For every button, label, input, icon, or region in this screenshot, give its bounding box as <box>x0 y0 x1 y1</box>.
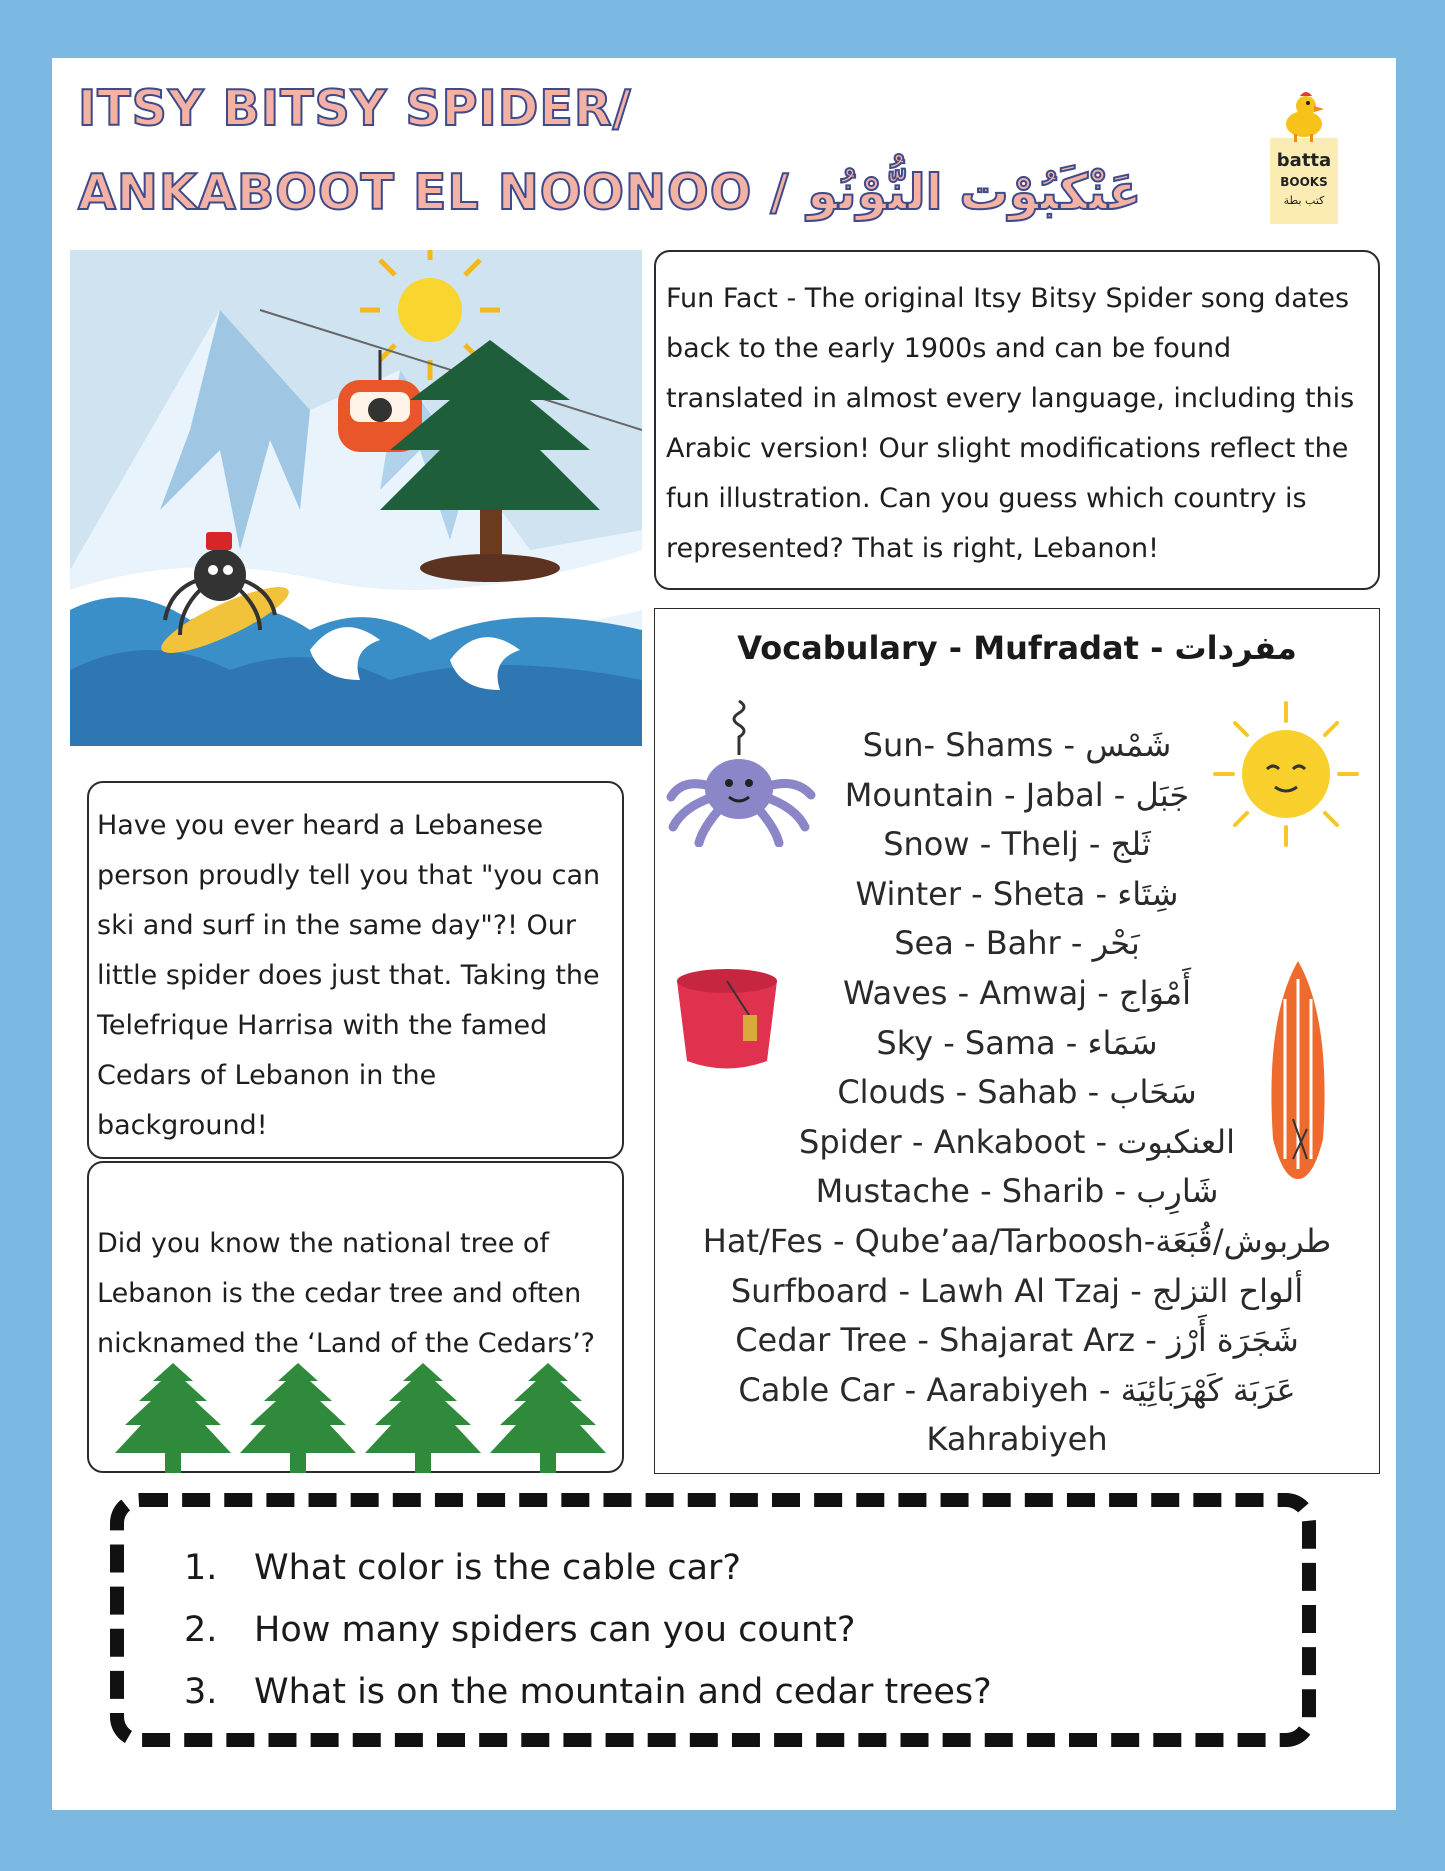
question-text: What color is the cable car? <box>254 1548 741 1588</box>
fun-fact-text: Fun Fact - The original Itsy Bitsy Spider song dates back to the early 1900s and can be found translated in almost every language, including this Arabic version! Our slight modifications reflect the fun illustration. Can you guess which country is represented? That is right, Lebanon! <box>666 283 1355 564</box>
question-item <box>184 1661 992 1723</box>
vocab-item: Mustache - Sharib - شَارِب <box>815 1172 1219 1211</box>
logo-text-batta: batta <box>1276 150 1332 171</box>
question-number: 2. <box>184 1610 218 1650</box>
ski-surf-fact-box <box>87 781 624 1159</box>
question-number: 1. <box>184 1548 218 1588</box>
page-title-line2: ANKABOOT EL NOONOO / عَنْكَبُوْت النُّوْنُو <box>78 164 1142 221</box>
vocab-item: Sky - Sama - سَمَاء <box>876 1023 1158 1062</box>
vocab-item: Cable Car - Aarabiyeh - عَرَبَة كَهْرَبَائِيَة <box>738 1370 1296 1409</box>
surfboard-icon <box>1263 959 1333 1181</box>
fez-hat-icon <box>667 961 787 1076</box>
cedar-tree-icon <box>115 1363 231 1473</box>
vocab-item: Sun- Shams - شَمْس <box>862 726 1172 764</box>
question-item <box>184 1599 992 1661</box>
fun-fact-box <box>654 250 1380 590</box>
questions-box <box>110 1493 1316 1747</box>
vocab-item: Cedar Tree - Shajarat Arz - شَجَرَة أَرْز <box>735 1321 1299 1360</box>
vocab-item: Spider - Ankaboot - العنكبوت <box>799 1122 1235 1161</box>
vocab-item: Waves - Amwaj - أَمْوَاج <box>842 973 1192 1012</box>
vocab-item: Hat/Fes - Qube’aa/Tarboosh-طربوش/قُبَعَة <box>702 1221 1332 1260</box>
cedar-tree-icon <box>490 1363 606 1473</box>
batta-books-logo <box>1268 86 1340 226</box>
cedar-tree-icon <box>365 1363 481 1473</box>
vocabulary-title: Vocabulary - Mufradat - مفردات <box>737 629 1297 667</box>
cedar-fact-box <box>87 1161 624 1473</box>
vocab-item: Clouds - Sahab - سَحَاب <box>837 1073 1197 1112</box>
page-title-line1: ITSY BITSY SPIDER/ <box>78 80 632 137</box>
duck-icon <box>1286 92 1324 142</box>
logo-text-arabic: كتب بطة <box>1283 194 1325 207</box>
ski-surf-fact-text: Have you ever heard a Lebanese person proudly tell you that "you can ski and surf in the same day"?! Our little spider does just that. Taking the Telefrique Harrisa with the famed Cedars of Lebanon in the background! <box>97 810 601 1141</box>
purple-spider-icon <box>663 697 823 847</box>
question-number: 3. <box>184 1672 218 1712</box>
vocab-item: Sea - Bahr - بَحْر <box>894 924 1140 963</box>
logo-text-books: BOOKS <box>1280 175 1328 189</box>
vocab-item: Surfboard - Lawh Al Tzaj - ألواح التزلج <box>730 1271 1304 1310</box>
question-item <box>184 1537 992 1599</box>
vocabulary-box <box>654 608 1380 1474</box>
vocab-item: Mountain - Jabal - جَبَل <box>844 775 1190 814</box>
vocab-item: Winter - Sheta - شِتَاء <box>855 874 1179 913</box>
smiling-sun-icon <box>1211 699 1361 849</box>
question-text: How many spiders can you count? <box>254 1610 856 1650</box>
spider-lebanon-illustration <box>70 250 642 746</box>
cedar-trees-row <box>111 1363 611 1473</box>
question-text: What is on the mountain and cedar trees? <box>254 1672 992 1712</box>
cedar-fact-text: Did you know the national tree of Lebanon is the cedar tree and often nicknamed the ‘Land of the Cedars’? <box>97 1228 596 1359</box>
questions-list <box>184 1537 992 1723</box>
vocab-item: Snow - Thelj - ثَلج <box>883 825 1151 864</box>
vocab-item: Kahrabiyeh <box>926 1420 1108 1459</box>
cedar-tree-icon <box>240 1363 356 1473</box>
